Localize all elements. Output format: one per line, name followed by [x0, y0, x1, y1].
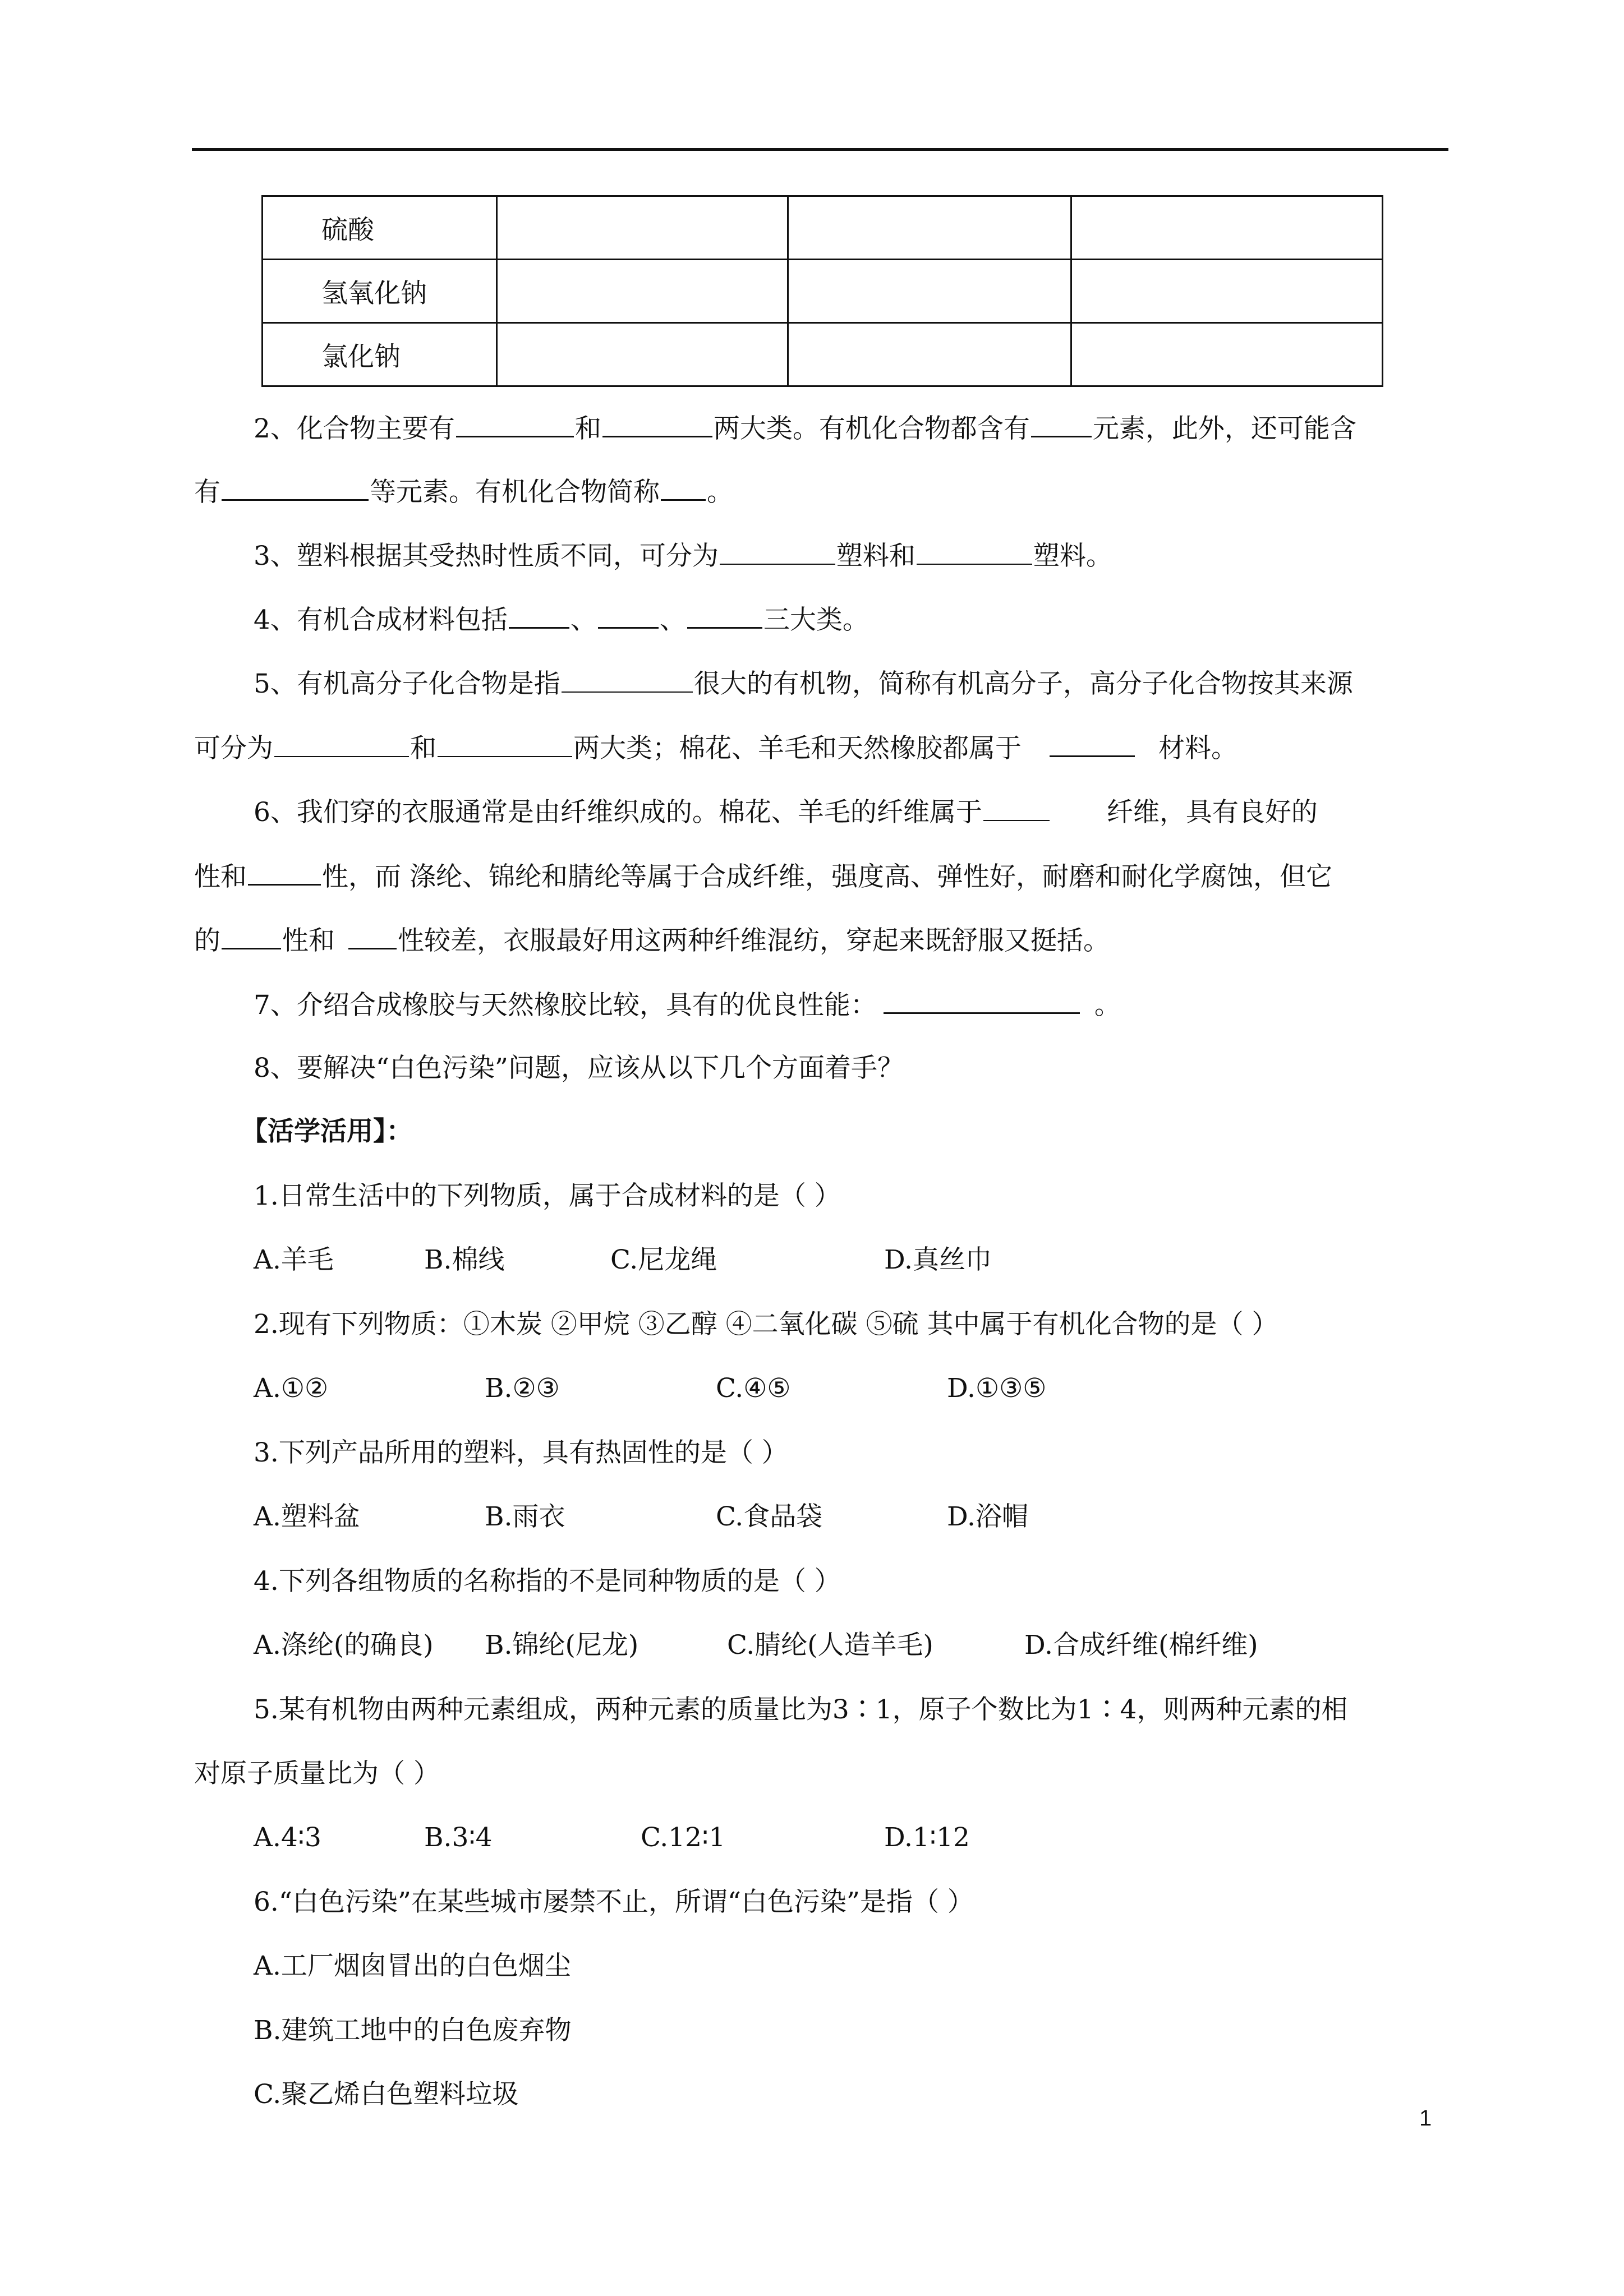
- question-6-line-2: 性和 性，而 涤纶、锦纶和腈纶等属于合成纤维，强度高、弹性好，耐磨和耐化学腐蚀，但它: [194, 859, 1332, 894]
- table-cell: [497, 323, 788, 386]
- option-c[interactable]: C.腈纶(人造羊毛): [727, 1630, 933, 1661]
- mc-question-3-stem: 3.下列产品所用的塑料，具有热固性的是（ ）: [254, 1437, 788, 1468]
- mc-question-4-options: [254, 1629, 1258, 1662]
- table-cell: [788, 196, 1071, 260]
- option-d[interactable]: D.浴帽: [947, 1501, 1028, 1532]
- table-cell-name: 氢氧化钠: [263, 260, 497, 323]
- option-d[interactable]: D.①③⑤: [947, 1373, 1047, 1404]
- question-4: 4、有机合成材料包括 、 、 三大类。: [254, 602, 869, 637]
- mc-question-5-options: [254, 1821, 970, 1855]
- option-d[interactable]: D.真丝巾: [884, 1244, 992, 1275]
- blank[interactable]: [348, 923, 397, 949]
- table-row: [263, 260, 1383, 323]
- blank[interactable]: [222, 923, 281, 949]
- question-2-line-2: 有 等元素。有机化合物简称 。: [194, 474, 733, 509]
- mc-question-5-stem: 5.某有机物由两种元素组成，两种元素的质量比为3∶1，原子个数比为1∶4，则两种元素的相: [254, 1694, 1348, 1725]
- question-8: 8、要解决“白色污染”问题，应该从以下几个方面着手？: [254, 1053, 904, 1084]
- option-a[interactable]: A.涤纶(的确良): [254, 1630, 434, 1661]
- mc-question-1-options: [254, 1243, 992, 1277]
- table-cell: [1071, 323, 1383, 386]
- option-b[interactable]: B.棉线: [424, 1244, 505, 1275]
- option-b[interactable]: B.雨衣: [485, 1501, 565, 1532]
- blank[interactable]: [222, 474, 369, 501]
- blank[interactable]: [1050, 731, 1135, 757]
- blank[interactable]: [562, 667, 693, 693]
- header-rule: [192, 148, 1448, 151]
- blank[interactable]: [917, 539, 1032, 565]
- option-b[interactable]: B.②③: [485, 1373, 560, 1404]
- blank[interactable]: [983, 795, 1050, 821]
- table-cell: [1071, 260, 1383, 323]
- option-c[interactable]: C.尼龙绳: [610, 1244, 717, 1275]
- table-cell: [1071, 196, 1383, 260]
- mc-question-1-stem: 1.日常生活中的下列物质，属于合成材料的是（ ）: [254, 1181, 841, 1211]
- blank[interactable]: [509, 602, 569, 629]
- question-5-line-1: 5、有机高分子化合物是指 很大的有机物，简称有机高分子，高分子化合物按其来源: [254, 667, 1353, 701]
- mc-question-2-options: [254, 1372, 1046, 1405]
- table-cell: [497, 260, 788, 323]
- table-row: [263, 323, 1383, 386]
- table-cell-name: 氯化钠: [263, 323, 497, 386]
- question-6-line-1: 6、我们穿的衣服通常是由纤维织成的。棉花、羊毛的纤维属于 纤维，具有良好的: [254, 795, 1318, 829]
- option-a[interactable]: A.塑料盆: [254, 1501, 360, 1532]
- option-c[interactable]: C.12∶1: [641, 1822, 726, 1853]
- section-title: 【活学活用】：: [241, 1116, 413, 1147]
- option-b[interactable]: B.锦纶(尼龙): [485, 1630, 639, 1661]
- blank[interactable]: [687, 602, 762, 629]
- blank[interactable]: [248, 859, 321, 886]
- question-2-line-1: 2、化合物主要有 和 两大类。有机化合物都含有 元素，此外，还可能含: [254, 411, 1356, 446]
- blank[interactable]: [438, 731, 572, 757]
- blank[interactable]: [661, 474, 706, 501]
- mc-question-6-option-b[interactable]: B.建筑工地中的白色废弃物: [254, 2015, 572, 2046]
- page-number: 1: [1419, 2106, 1432, 2131]
- mc-question-6-option-a[interactable]: A.工厂烟囱冒出的白色烟尘: [254, 1951, 571, 1981]
- option-c[interactable]: C.④⑤: [716, 1373, 791, 1404]
- table-cell: [497, 196, 788, 260]
- option-a[interactable]: A.羊毛: [254, 1244, 334, 1275]
- blank[interactable]: [884, 988, 1080, 1014]
- option-b[interactable]: B.3∶4: [424, 1822, 493, 1853]
- blank[interactable]: [598, 602, 659, 629]
- table-cell-name: 硫酸: [263, 196, 497, 260]
- mc-question-6-option-c[interactable]: C.聚乙烯白色塑料垃圾: [254, 2079, 519, 2110]
- table-cell: [788, 260, 1071, 323]
- question-5-line-2: 可分为 和 两大类；棉花、羊毛和天然橡胶都属于 材料。: [194, 731, 1237, 766]
- substance-table: [261, 195, 1383, 387]
- option-a[interactable]: A.4∶3: [254, 1822, 321, 1853]
- table-cell: [788, 323, 1071, 386]
- blank[interactable]: [720, 539, 835, 565]
- blank[interactable]: [1031, 411, 1092, 437]
- blank[interactable]: [602, 411, 712, 437]
- blank[interactable]: [274, 731, 409, 757]
- question-7: 7、介绍合成橡胶与天然橡胶比较，具有的优良性能： 。: [254, 988, 1121, 1022]
- mc-question-5-stem-cont: 对原子质量比为（ ）: [194, 1758, 440, 1789]
- option-c[interactable]: C.食品袋: [716, 1501, 823, 1532]
- mc-question-3-options: [254, 1500, 1028, 1534]
- option-d[interactable]: D.合成纤维(棉纤维): [1024, 1630, 1258, 1661]
- mc-question-2-stem: 2.现有下列物质：①木炭 ②甲烷 ③乙醇 ④二氧化碳 ⑤硫 其中属于有机化合物的是（ ）: [254, 1309, 1278, 1340]
- mc-question-6-stem: 6.“白色污染”在某些城市屡禁不止，所谓“白色污染”是指（ ）: [254, 1887, 974, 1917]
- option-d[interactable]: D.1∶12: [884, 1822, 970, 1853]
- table-row: [263, 196, 1383, 260]
- mc-question-4-stem: 4.下列各组物质的名称指的不是同种物质的是（ ）: [254, 1566, 841, 1597]
- blank[interactable]: [456, 411, 574, 437]
- question-3: 3、塑料根据其受热时性质不同，可分为 塑料和 塑料。: [254, 539, 1112, 573]
- option-a[interactable]: A.①②: [254, 1373, 329, 1404]
- question-6-line-3: 的 性和 性较差，衣服最好用这两种纤维混纺，穿起来既舒服又挺括。: [194, 923, 1110, 958]
